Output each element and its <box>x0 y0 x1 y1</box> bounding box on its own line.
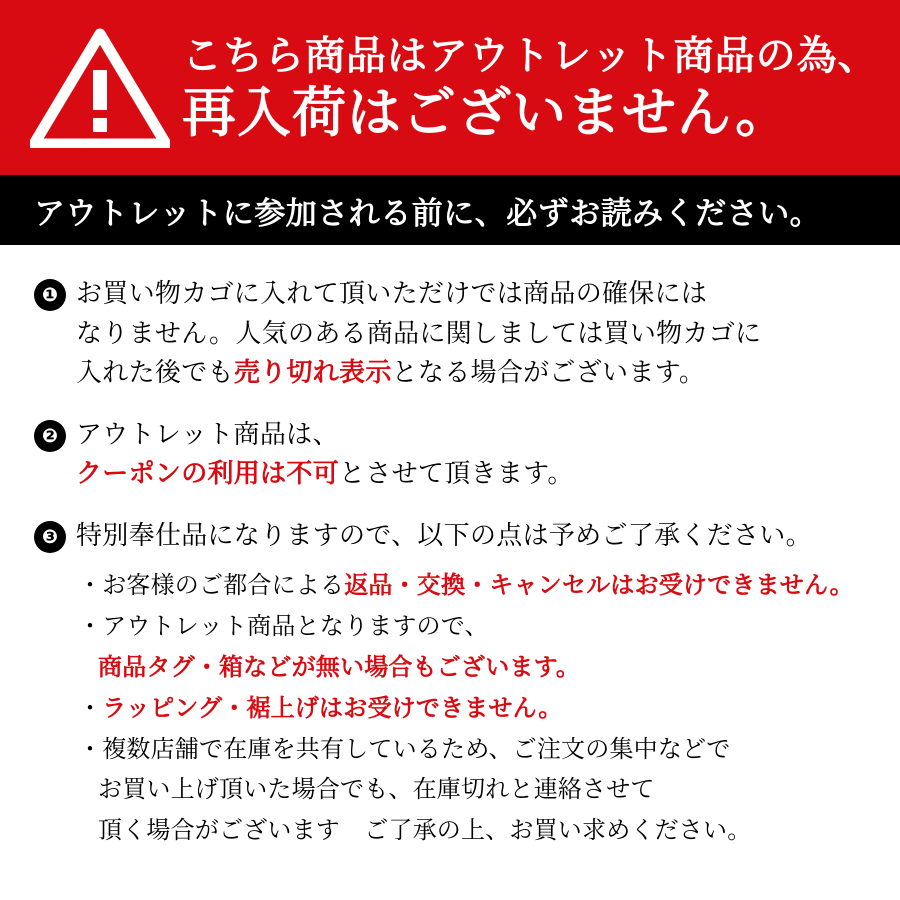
bullet-4-pre: ・ <box>78 693 103 722</box>
item-2-line-1: アウトレット商品は、 <box>76 419 339 450</box>
list-item <box>34 275 870 394</box>
item-1-line-3-pre: 入れた後でも <box>76 358 234 389</box>
bullet-6-pre: お買い上げ頂いた場合でも、在庫切れと連絡させて <box>98 775 655 804</box>
item-3-bullet-list <box>78 566 870 850</box>
notice-content <box>0 245 900 850</box>
bullet-4-highlight: ラッピング・裾上げはお受けできません。 <box>102 693 563 722</box>
bullet-2-pre: ・アウトレット商品となりますので、 <box>78 611 489 640</box>
subbanner <box>0 175 900 245</box>
item-1-body <box>76 275 761 394</box>
list-item <box>78 770 870 809</box>
bullet-1-pre: ・お客様のご都合による <box>78 571 345 600</box>
item-2-highlight-1: クーポンの利用は <box>76 459 287 490</box>
bullet-1-highlight: 返品・交換・キャンセルはお受けできません。 <box>344 571 854 600</box>
list-item <box>78 730 870 769</box>
list-item <box>78 811 870 850</box>
item-2-body <box>76 416 574 495</box>
bullet-7-pre: 頂く場合がございます ご了承の上、お買い求めください。 <box>98 816 752 845</box>
bullet-3-highlight: 商品タグ・箱などが無い場合もございます。 <box>98 652 581 681</box>
item-3-line-1: 特別奉仕品になりますので、以下の点は予めご了承ください。 <box>76 520 812 551</box>
warning-triangle-icon <box>30 28 170 148</box>
item-2-highlight-2: 不可 <box>286 459 340 490</box>
item-1-line-3 <box>76 354 761 394</box>
list-item <box>78 566 870 605</box>
banner-text-block <box>182 32 879 144</box>
item-number-1: ❶ <box>34 279 66 311</box>
item-1-line-3-post: となる場合がございます。 <box>391 358 706 389</box>
list-item <box>78 648 870 687</box>
list-item <box>78 607 870 646</box>
banner-line-2: 再入荷はございません。 <box>182 80 791 144</box>
list-item <box>34 517 870 557</box>
item-2-line-2-post: とさせて頂きます。 <box>339 459 574 490</box>
item-2-line-2 <box>76 455 574 495</box>
list-item <box>78 689 870 728</box>
item-1-highlight: 売り切れ表示 <box>233 358 392 389</box>
item-number-3: ❸ <box>34 521 66 553</box>
bullet-5-pre: ・複数店舗で在庫を共有しているため、ご注文の集中などで <box>78 734 731 763</box>
item-3-body <box>76 517 812 557</box>
banner-line-1: こちら商品はアウトレット商品の為、 <box>182 32 879 79</box>
item-number-2: ❷ <box>34 420 66 452</box>
item-1-line-2: なりません。人気のある商品に関しましては買い物カゴに <box>76 318 762 349</box>
list-item <box>34 416 870 495</box>
item-1-line-1: お買い物カゴに入れて頂いただけでは商品の確保には <box>76 279 708 309</box>
warning-banner <box>0 0 900 175</box>
subbanner-text: アウトレットに参加される前に、必ずお読みください。 <box>34 195 822 232</box>
